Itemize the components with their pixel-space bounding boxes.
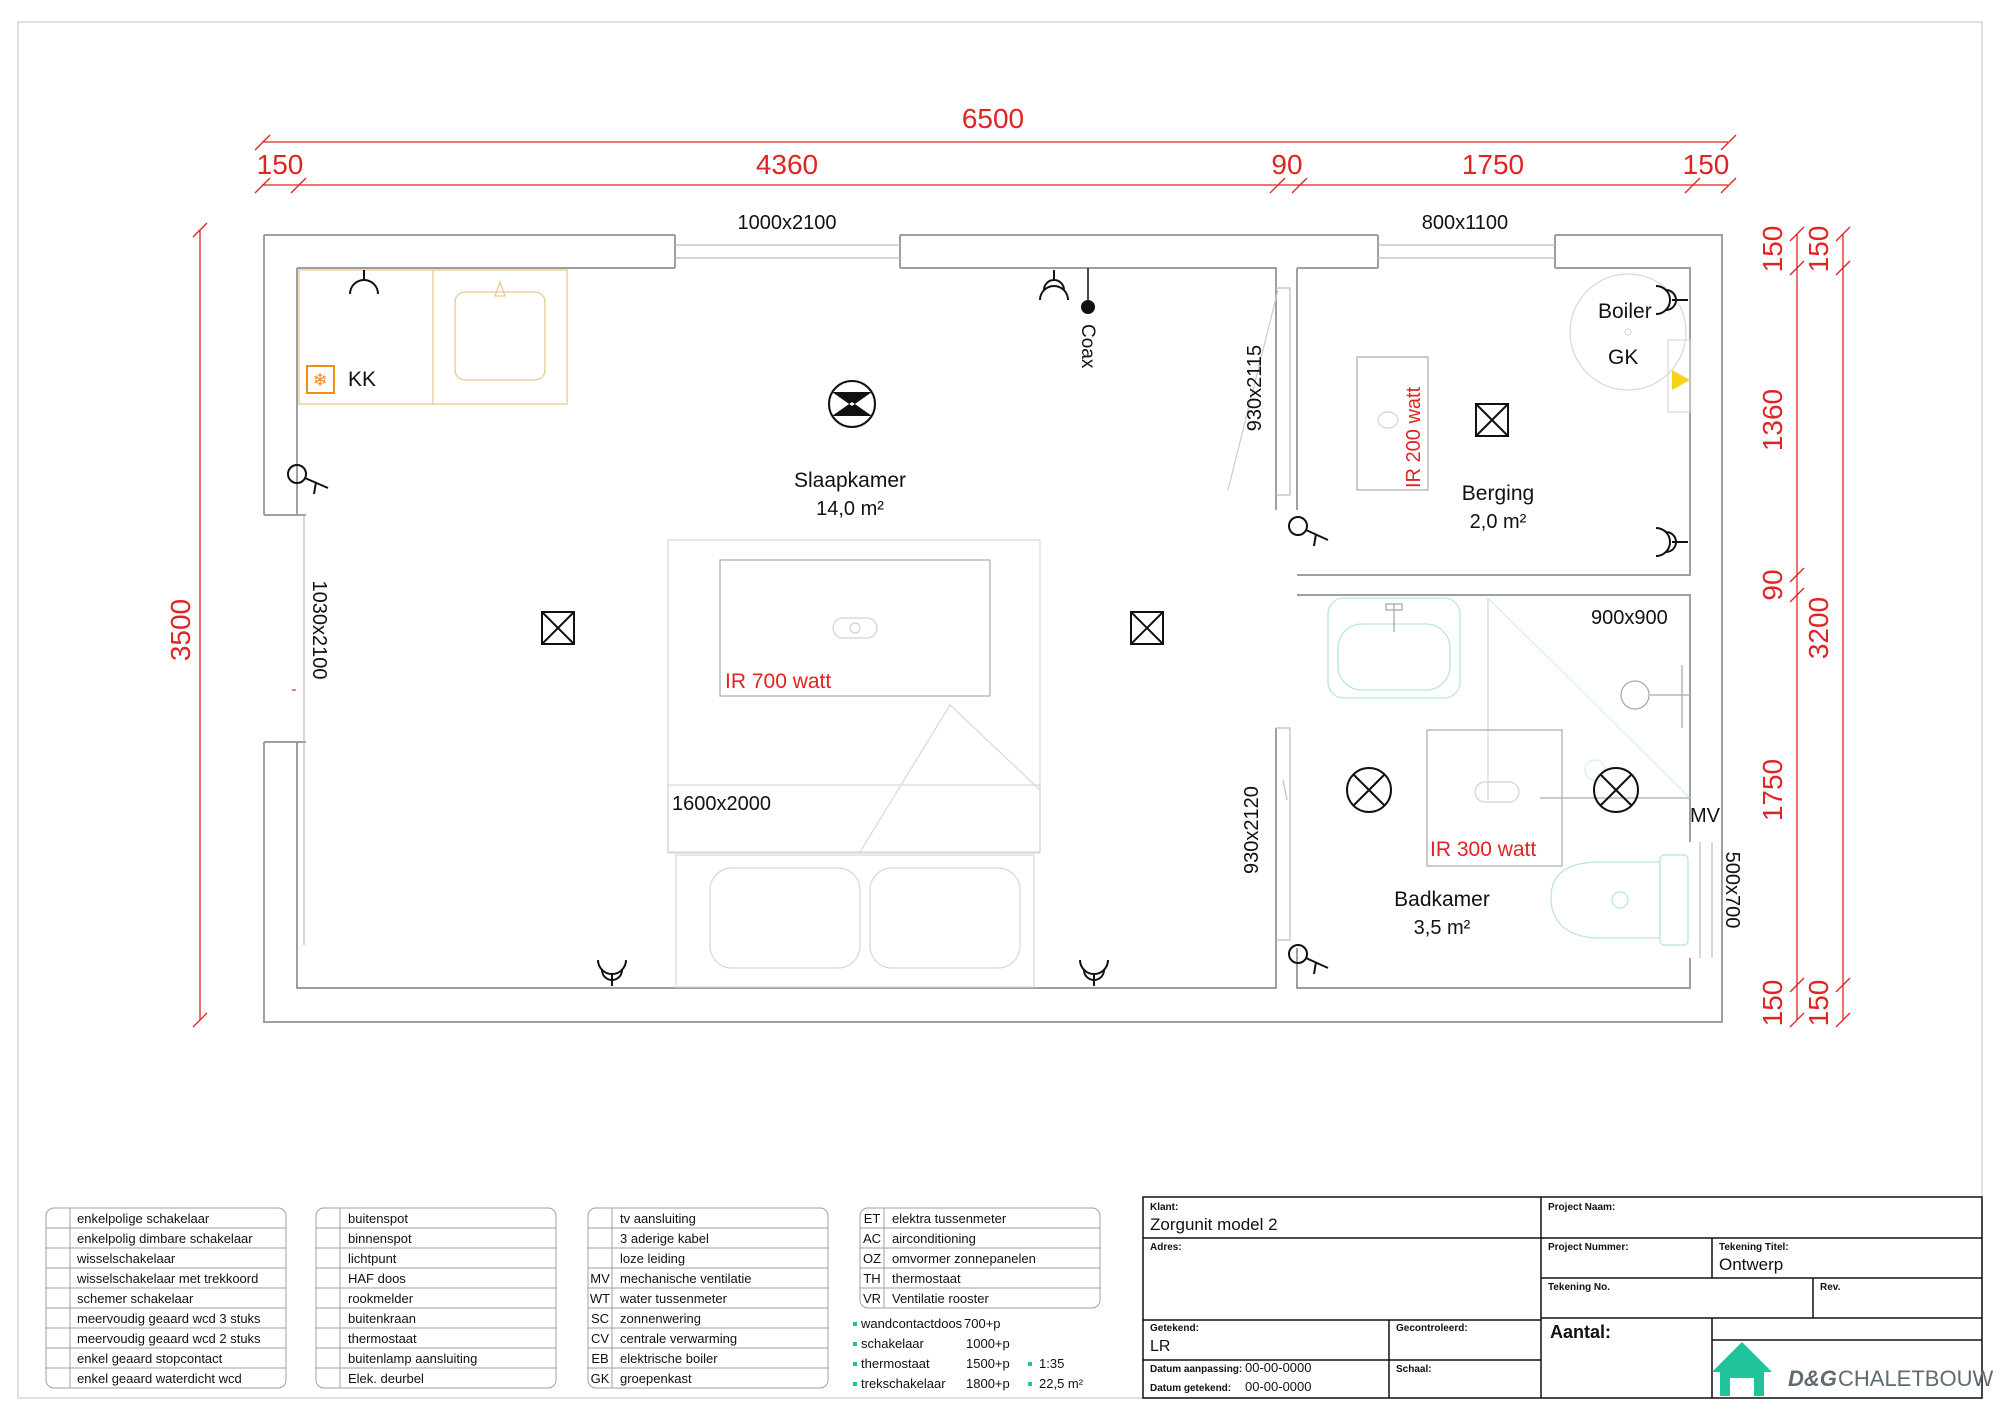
ir-badkamer-label: IR 300 watt — [1430, 838, 1537, 861]
legend-item: tv aansluiting — [620, 1211, 696, 1226]
legend-code: ET — [863, 1211, 881, 1226]
sheet-border — [18, 22, 1982, 1398]
dim-right-inner-150-top: 150 — [1757, 225, 1788, 273]
height-label: wandcontactdoos — [861, 1316, 963, 1331]
legend-item: meervoudig geaard wcd 3 stuks — [77, 1311, 261, 1326]
mv-label: MV — [1690, 805, 1720, 827]
kk-label: KK — [348, 368, 377, 391]
room-badkamer-area: 3,5 m² — [1413, 917, 1471, 939]
bed-size-label: 1600x2000 — [672, 793, 771, 815]
walls — [264, 235, 1722, 1022]
legend-item: Ventilatie rooster — [892, 1291, 989, 1306]
tekening-no-label: Tekening No. — [1548, 1282, 1611, 1293]
legend-item: wisselschakelaar — [77, 1251, 176, 1266]
gecontroleerd-label: Gecontroleerd: — [1396, 1323, 1468, 1334]
legend-col3-texts — [590, 1211, 752, 1386]
svg-text:❄: ❄ — [312, 370, 328, 391]
area-value: 22,5 m² — [1039, 1376, 1084, 1391]
height-label: schakelaar — [861, 1336, 924, 1351]
legend-item: thermostaat — [892, 1271, 961, 1286]
legend-item: schemer schakelaar — [77, 1291, 194, 1306]
dim-top-1750: 1750 — [1461, 149, 1525, 180]
window-top-right-label: 800x1100 — [1421, 212, 1509, 234]
legend-item: lichtpunt — [348, 1251, 397, 1266]
entry-door-label: 1030x2100 — [308, 580, 330, 680]
dim-right-inner-1360: 1360 — [1757, 388, 1788, 452]
legend-item: omvormer zonnepanelen — [892, 1251, 1036, 1266]
window-top-left-frame — [675, 245, 900, 258]
dim-top-150-right: 150 — [1682, 149, 1730, 180]
coax-label: Coax — [1077, 324, 1098, 369]
ir-slaapkamer-label: IR 700 watt — [725, 670, 832, 693]
door-badkamer-label: 930x2120 — [1241, 786, 1263, 874]
getekend-label: Getekend: — [1150, 1323, 1199, 1334]
height-value: 1000+p — [966, 1336, 1010, 1351]
legend-item: centrale verwarming — [620, 1331, 738, 1346]
legend-item: buitenkraan — [348, 1311, 416, 1326]
legend-code: SC — [590, 1311, 610, 1326]
ir-berging-label: IR 200 watt — [1403, 386, 1425, 488]
kk-symbol — [307, 366, 334, 393]
dim-right-inner-1750: 1750 — [1757, 758, 1788, 822]
legend-item: thermostaat — [348, 1331, 417, 1346]
window-top-left-label: 1000x2100 — [737, 212, 837, 234]
datum-getekend-label: Datum getekend: — [1150, 1383, 1232, 1394]
room-badkamer-name: Badkamer — [1394, 888, 1490, 911]
dim-right-outer-150-top: 150 — [1803, 225, 1834, 273]
dim-top-90: 90 — [1271, 149, 1303, 180]
getekend-value: LR — [1150, 1338, 1171, 1355]
legend-item: enkelpolig dimbare schakelaar — [77, 1231, 253, 1246]
dim-top-4360: 4360 — [755, 149, 819, 180]
project-naam-label: Project Naam: — [1548, 1202, 1616, 1213]
legend-item: mechanische ventilatie — [620, 1271, 752, 1286]
legend-item: wisselschakelaar met trekkoord — [77, 1271, 259, 1286]
dim-total-width: 6500 — [961, 103, 1025, 134]
legend-item: groepenkast — [620, 1371, 692, 1386]
ceiling-light-icon — [542, 404, 1508, 644]
klant-value: Zorgunit model 2 — [1150, 1215, 1278, 1234]
adres-label: Adres: — [1150, 1242, 1182, 1253]
smoke-detector-icon — [829, 381, 875, 427]
legend-item: water tussenmeter — [620, 1291, 727, 1306]
kitchen-counter — [299, 270, 567, 404]
dim-right-inner-150-bottom: 150 — [1757, 979, 1788, 1027]
legend-code: TH — [863, 1271, 881, 1286]
boiler-indicator-triangle — [1672, 370, 1690, 390]
legend-heights — [853, 1316, 1084, 1391]
house-logo-icon — [1712, 1342, 1772, 1396]
legend-col1-texts — [76, 1211, 261, 1386]
recessed-spot-icon — [1347, 768, 1638, 812]
legend-item: rookmelder — [348, 1291, 414, 1306]
legend-item: enkel geaard waterdicht wcd — [77, 1371, 242, 1386]
window-top-right-frame — [1378, 245, 1555, 258]
legend-item: elektrische boiler — [620, 1351, 718, 1366]
brand-logo-bold: D&G — [1788, 1366, 1837, 1391]
legend-item: enkelpolige schakelaar — [77, 1211, 210, 1226]
legend-item: enkel geaard stopcontact — [77, 1351, 223, 1366]
legend-item: loze leiding — [620, 1251, 686, 1266]
room-slaapkamer-area: 14,0 m² — [816, 498, 884, 520]
dim-top-150-left: 150 — [256, 149, 304, 180]
legend-code: GK — [590, 1371, 610, 1386]
legend-item: buitenlamp aansluiting — [348, 1351, 478, 1366]
room-berging-name: Berging — [1461, 482, 1535, 505]
legend-col2-texts — [348, 1211, 477, 1386]
dim-right-outer-150-bottom: 150 — [1803, 979, 1834, 1027]
brand-logo-text: CHALETBOUW — [1838, 1366, 1994, 1391]
legend-code: WT — [589, 1291, 611, 1306]
boiler-unit — [1570, 274, 1690, 412]
rev-label: Rev. — [1820, 1282, 1841, 1293]
legend-code: VR — [862, 1291, 882, 1306]
klant-label: Klant: — [1150, 1202, 1179, 1213]
legend-code: EB — [591, 1351, 609, 1366]
legend-item: 3 aderige kabel — [620, 1231, 709, 1246]
legend-code: AC — [862, 1231, 882, 1246]
scale-value: 1:35 — [1039, 1356, 1065, 1371]
legend-item: Elek. deurbel — [348, 1371, 424, 1386]
legend-item: buitenspot — [348, 1211, 408, 1226]
gk-label: GK — [1608, 346, 1639, 369]
datum-aanpassing-label: Datum aanpassing: — [1150, 1364, 1243, 1375]
project-nummer-label: Project Nummer: — [1548, 1242, 1629, 1253]
legend-item: elektra tussenmeter — [892, 1211, 1007, 1226]
shower-size-label: 900x900 — [1591, 607, 1668, 629]
door-berging-label: 930x2115 — [1244, 344, 1266, 432]
legend-item: HAF doos — [348, 1271, 406, 1286]
height-value: 1800+p — [966, 1376, 1010, 1391]
legend-item: airconditioning — [892, 1231, 976, 1246]
window-badkamer-label: 500x700 — [1721, 851, 1743, 929]
legend-code: OZ — [862, 1251, 882, 1266]
legend-code: MV — [590, 1271, 610, 1286]
dim-total-height: 3500 — [165, 598, 196, 662]
dim-right-inner-90: 90 — [1757, 569, 1788, 601]
legend-item: binnenspot — [348, 1231, 412, 1246]
datum-getekend-value: 00-00-0000 — [1245, 1379, 1312, 1394]
tekening-titel-label: Tekening Titel: — [1719, 1242, 1789, 1253]
room-slaapkamer-name: Slaapkamer — [793, 469, 907, 492]
legend-code: CV — [590, 1331, 610, 1346]
tekening-titel-value: Ontwerp — [1719, 1255, 1784, 1274]
room-berging-area: 2,0 m² — [1469, 511, 1527, 533]
schaal-label: Schaal: — [1396, 1364, 1432, 1375]
boiler-label: Boiler — [1598, 300, 1652, 323]
legend-item: zonnenwering — [620, 1311, 701, 1326]
legend-col4-texts — [863, 1211, 1036, 1306]
height-label: trekschakelaar — [861, 1376, 946, 1391]
dim-right-outer-3200: 3200 — [1803, 596, 1834, 660]
legend-item: meervoudig geaard wcd 2 stuks — [77, 1331, 261, 1346]
height-value: 1500+p — [966, 1356, 1010, 1371]
bed — [668, 540, 1040, 987]
door-badkamer-frame — [1276, 728, 1290, 940]
datum-aanpassing-value: 00-00-0000 — [1245, 1360, 1312, 1375]
window-badkamer-frame — [1700, 842, 1712, 958]
height-label: thermostaat — [861, 1356, 930, 1371]
switch-icon — [288, 465, 1328, 974]
height-value: 700+p — [964, 1316, 1001, 1331]
wall-outlet-icon — [350, 270, 1688, 986]
aantal-label: Aantal: — [1550, 1322, 1612, 1342]
coax-outlet-icon — [1081, 268, 1095, 314]
